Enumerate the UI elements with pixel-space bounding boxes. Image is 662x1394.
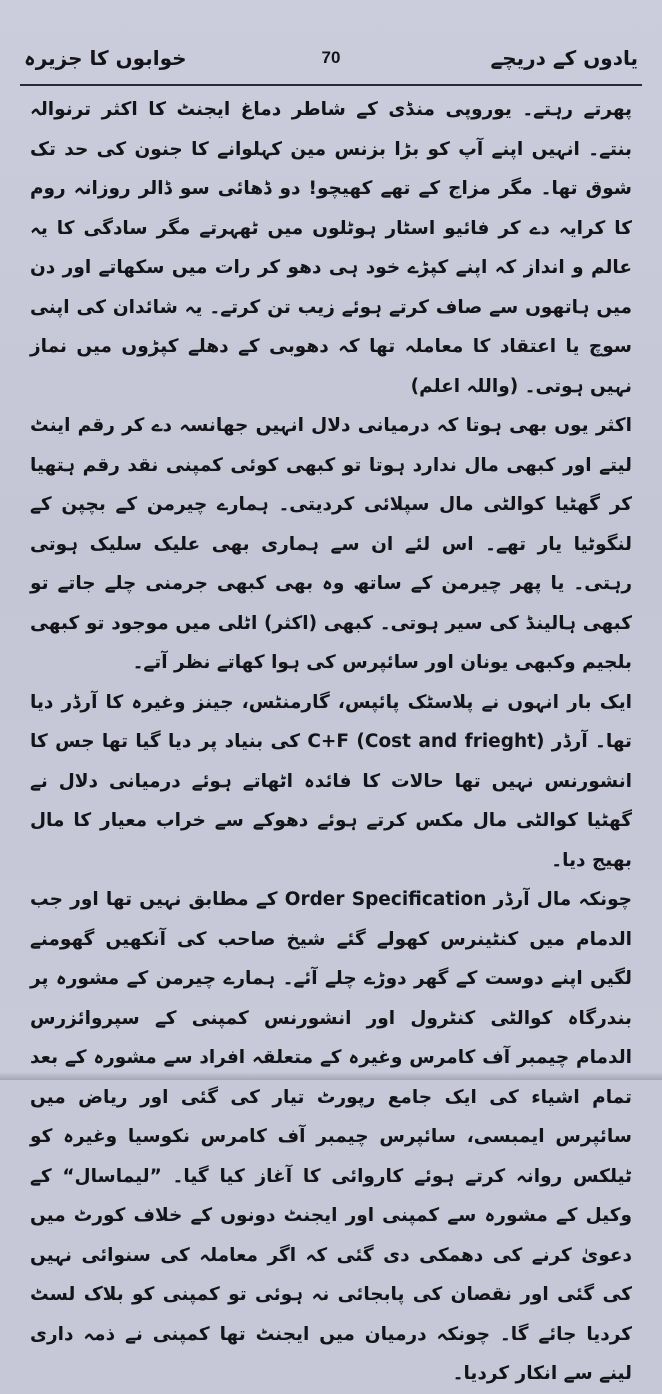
- paragraph-2: اکثر یوں بھی ہوتا کہ درمیانی دلال انہیں جھانسہ دے کر رقم اینٹ لیتے اور کبھی مال ندارد ہوتا تو کبھی کوئی کمپنی نقد رقم ہتھیا کر گھٹیا کوالٹی مال سپلائی کردیتی۔ ہمارے چیرمن کے بچپن کے لنگوٹیا یار تھے۔ اس لئے ان سے ہماری بھی علیک سلیک ہوتی رہتی۔ یا پھر چیرمن کے ساتھ وہ بھی کبھی جرمنی چلے جاتے تو کبھی ہالینڈ کی سیر ہوتی۔ کبھی (اکثر) اٹلی میں موجود تو کبھی بلجیم وکبھی یونان اور سائپرس کی ہوا کھاتے نظر آتے۔: [30, 415, 632, 673]
- paragraph-3: ایک بار انہوں نے پلاسٹک پائپس، گارمنٹس، جینز وغیرہ کا آرڈر دیا تھا۔ آرڈر C+F (Cost and frieght) کی بنیاد پر دیا گیا تھا جس کا انشورنس نہیں تھا حالات کا فائدہ اٹھاتے ہوئے درمیانی دلال نے گھٹیا کوالٹی مال مکس کرتے ہوئے دھوکے سے خراب معیار کا مال بھیج دیا۔: [30, 691, 632, 871]
- page-number: 70: [321, 48, 341, 67]
- paragraph-4: چونکہ مال آرڈر Order Specification کے مطابق نہیں تھا اور جب الدمام میں کنٹینرس کھولے گئے شیخ صاحب کی آنکھیں گھومنے لگیں اپنے دوست کے گھر دوڑے چلے آئے۔ ہمارے چیرمن کے مشورہ پر بندرگاہ کوالٹی کنٹرول اور انشورنس کمپنی کے سپروائزرس الدمام چیمبر آف کامرس وغیرہ کے متعلقہ افراد سے مشورہ کے بعد تمام اشیاء کی ایک جامع رپورٹ تیار کی گئی اور ریاض میں سائپرس ایمبسی، سائپرس چیمبر آف کامرس نکوسیا وغیرہ کو ٹیلکس روانہ کرتے ہوئے کاروائی کا آغاز کیا گیا۔ ”لیماسال“ کے وکیل کے مشورہ سے کمپنی اور ایجنٹ دونوں کے خلاف کورٹ میں دعویٰ کرنے کی دھمکی دی گئی کہ اگر معاملہ کی سنوائی نہیں کی گئی اور نقصان کی پابجائی نہ ہوئی تو کمپنی کو بلاک لسٹ کردیا جائے گا۔ چونکہ درمیان میں ایجنٹ تھا کمپنی نے ذمہ داری لینے سے انکار کردیا۔: [30, 889, 632, 1384]
- page-header: [24, 36, 638, 80]
- body-text: [30, 90, 632, 1384]
- header-divider: [20, 84, 642, 86]
- paragraph-1: پھرتے رہتے۔ یوروپی منڈی کے شاطر دماغ ایجنٹ کا اکثر ترنوالہ بنتے۔ انہیں اپنے آپ کو بڑا بزنس مین کہلوانے کا جنون کی حد تک شوق تھا۔ مگر مزاج کے تھے کھیچو! دو ڈھائی سو ڈالر روزانہ روم کا کرایہ دے کر فائیو اسٹار ہوٹلوں میں ٹھہرتے مگر سادگی کا یہ عالم و انداز کہ اپنے کپڑے خود ہی دھو کر رات میں سکھاتے اور دن میں ہاتھوں سے صاف کرتے ہوئے زیب تن کرتے۔ یہ شائدان کی اپنی سوچ یا اعتقاد کا معاملہ تھا کہ دھوبی کے دھلے کپڑوں میں نماز نہیں ہوتی۔ (واللہ اعلم): [30, 99, 632, 397]
- book-title: خوابوں کا جزیرہ: [24, 46, 187, 70]
- chapter-title: یادوں کے دریچے: [490, 46, 638, 70]
- page-edge-shadow: [0, 1072, 662, 1080]
